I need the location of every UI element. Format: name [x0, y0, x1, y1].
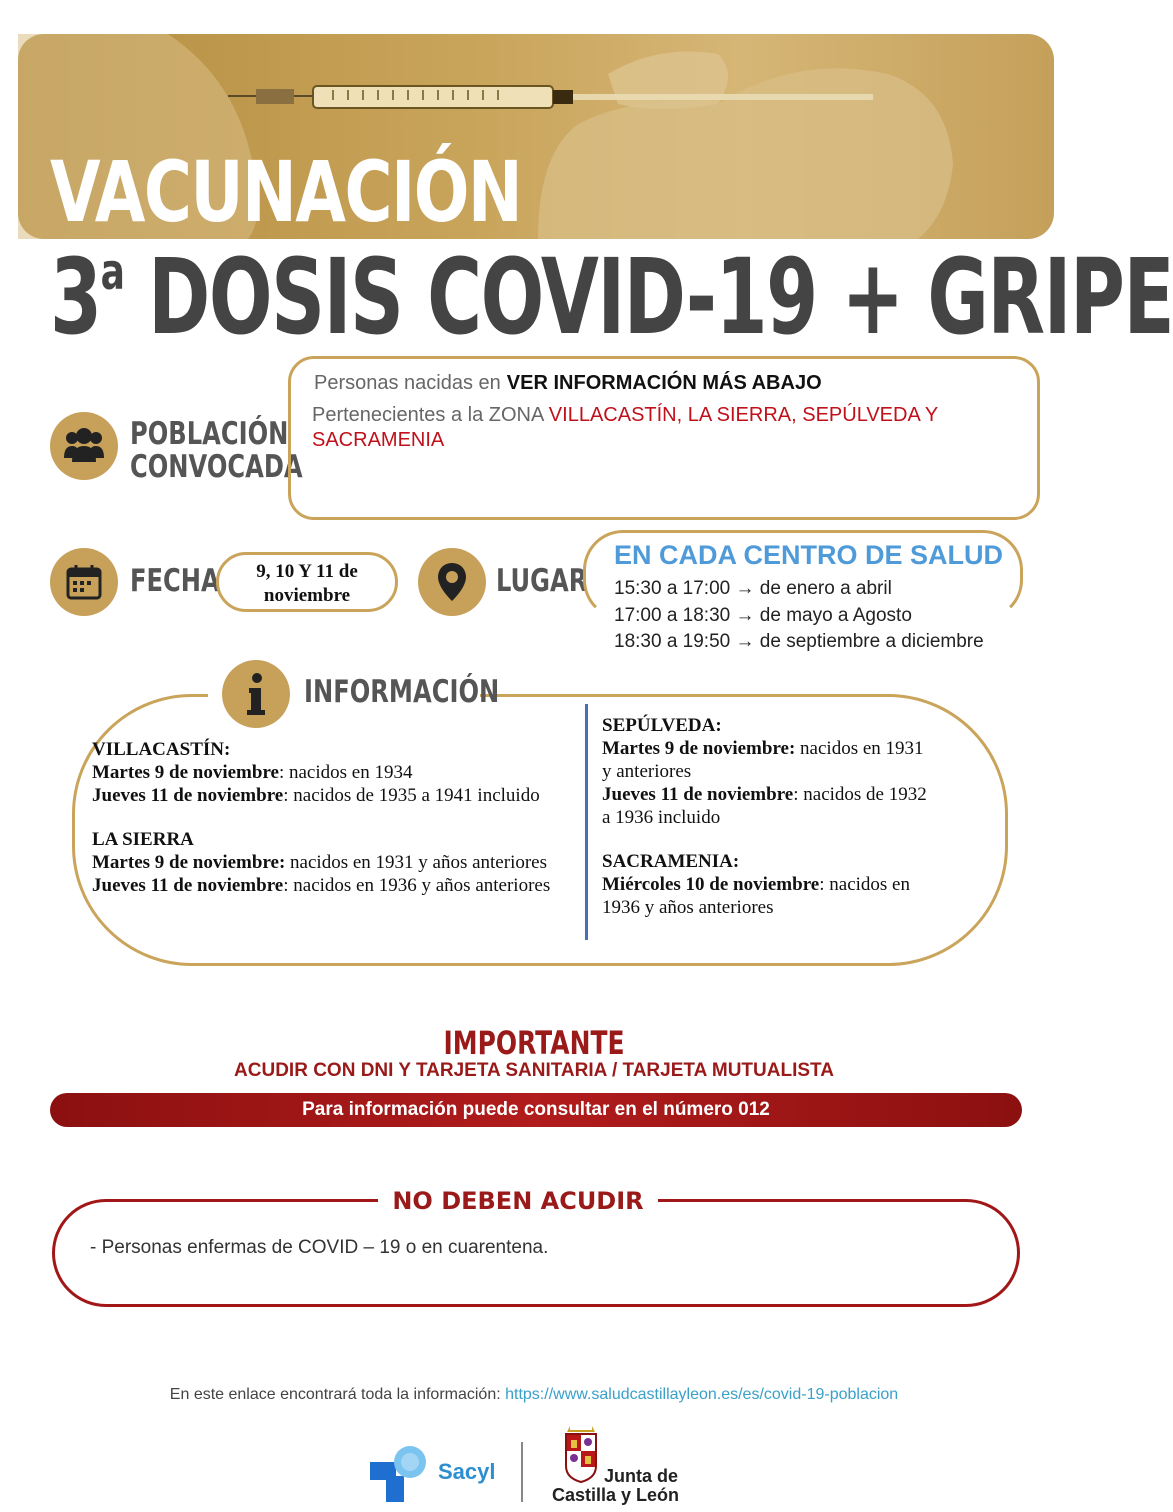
junta-label-line1: Junta de — [604, 1466, 679, 1486]
informacion-label: INFORMACIÓN — [304, 674, 500, 710]
title-main: 3$^a$ DOSIS COVID-19 + GRIPE — [50, 236, 1173, 358]
arrow-right-icon: → — [735, 631, 755, 652]
informacion-divider — [585, 704, 588, 940]
people-icon — [50, 412, 118, 480]
sacyl-logo-icon — [370, 1440, 434, 1507]
schedule-row: 18:30 a 19:50 → de septiembre a diciembre — [614, 631, 984, 652]
lugar-title: EN CADA CENTRO DE SALUD — [614, 540, 1004, 570]
no-deben-title: NO DEBEN ACUDIR — [392, 1187, 644, 1215]
arrow-right-icon: → — [735, 578, 755, 599]
sacyl-logo-label: Sacyl — [438, 1459, 496, 1484]
schedule-row: 17:00 a 18:30 → de mayo a Agosto — [614, 605, 912, 626]
footer-divider — [521, 1442, 523, 1502]
sepulveda-block: SEPÚLVEDA: Martes 9 de noviembre: nacidos en 1931 y anteriores Jueves 11 de noviembre: nacidos de 1932 a 1936 incluido — [602, 715, 927, 828]
info-icon — [222, 660, 290, 728]
lugar-label: LUGAR — [496, 563, 588, 599]
poblacion-label: POBLACIÓN CONVOCADA — [130, 416, 303, 485]
coat-of-arms-icon — [562, 1426, 600, 1489]
fecha-value: 9, 10 Y 11 de noviembre — [216, 552, 398, 612]
poblacion-line2: Pertenecientes a la ZONA VILLACASTÍN, LA SIERRA, SEPÚLVEDA Y SACRAMENIA — [312, 404, 938, 451]
poblacion-line1: Personas nacidas en VER INFORMACIÓN MÁS ABAJO — [314, 372, 822, 394]
fecha-label: FECHA — [130, 563, 220, 599]
footer-info: En este enlace encontrará toda la información: https://www.saludcastillayleon.es/es/covid-19-poblacion — [169, 1386, 899, 1403]
info-phone-bar: Para información puede consultar en el número 012 — [50, 1093, 1022, 1127]
junta-label-line2: Castilla y León — [552, 1485, 680, 1505]
schedule-row: 15:30 a 17:00 → de enero a abril — [614, 578, 892, 599]
importante-title: IMPORTANTE — [443, 1024, 625, 1062]
importante-subtitle: ACUDIR CON DNI Y TARJETA SANITARIA / TARJETA MUTUALISTA — [234, 1060, 834, 1081]
location-pin-icon — [418, 548, 486, 616]
no-deben-text: - Personas enfermas de COVID – 19 o en cuarentena. — [90, 1237, 549, 1258]
sacramenia-block: SACRAMENIA: Miércoles 10 de noviembre: nacidos en 1936 y años anteriores — [602, 851, 910, 918]
villacastin-block: VILLACASTÍN: Martes 9 de noviembre: nacidos en 1934 Jueves 11 de noviembre: nacidos de 1935 a 1941 incluido — [92, 739, 540, 806]
footer-link[interactable]: https://www.saludcastillayleon.es/es/covid-19-poblacion — [505, 1386, 899, 1403]
title-vacunacion: VACUNACIÓN — [50, 143, 522, 241]
la-sierra-block: LA SIERRA Martes 9 de noviembre: nacidos en 1931 y años anteriores Jueves 11 de noviembre: nacidos en 1936 y años anteriores — [92, 829, 551, 896]
arrow-right-icon: → — [735, 605, 755, 626]
calendar-icon — [50, 548, 118, 616]
